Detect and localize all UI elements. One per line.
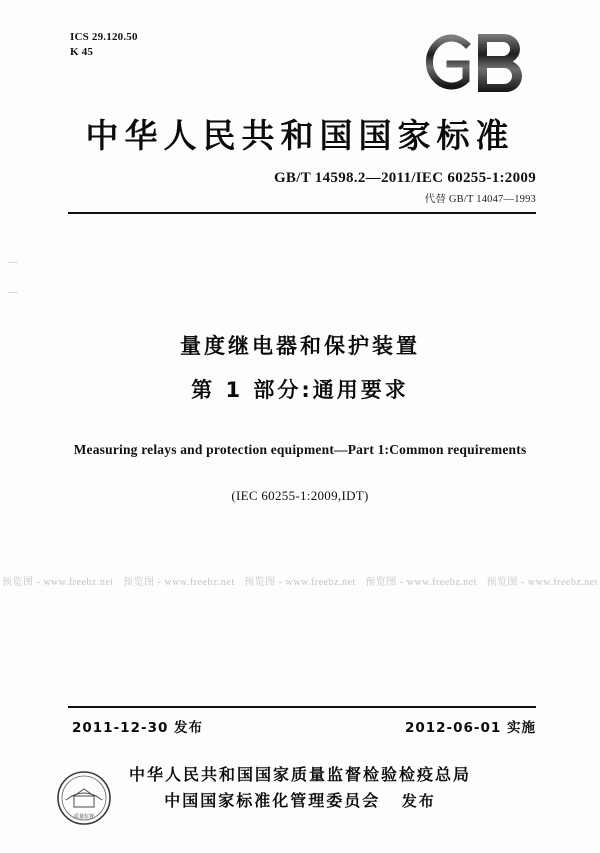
issuer-organization-1: 中华人民共和国国家质量监督检验检疫总局 — [128, 765, 471, 784]
watermark-band — [0, 572, 600, 588]
classification-code: K 45 — [70, 45, 94, 58]
watermark-item: 预览图 - www.freebz.net — [244, 576, 356, 588]
classification-codes — [70, 30, 138, 60]
publish-label: 发布 — [401, 791, 436, 810]
implement-date: 2012-06-01 实施 — [404, 720, 536, 736]
title-chinese-line2: 第 1 部分:通用要求 — [191, 378, 409, 402]
idt-note: (IEC 60255-1:2009,IDT) — [231, 488, 369, 503]
footer-divider — [68, 706, 536, 708]
issue-date: 2011-12-30 发布 — [72, 720, 204, 736]
header-divider — [68, 212, 536, 214]
title-english: Measuring relays and protection equipment—Part 1:Common requirements — [73, 442, 527, 457]
issuer-block — [0, 762, 600, 813]
edge-mark — [8, 292, 18, 293]
watermark-item: 预览图 - www.freebz.net — [123, 576, 235, 588]
title-chinese-line1: 量度继电器和保护装置 — [180, 334, 420, 358]
watermark-item: 预览图 - www.freebz.net — [365, 576, 477, 588]
issuer-organization-2: 中国国家标准化管理委员会 — [164, 790, 381, 810]
ics-code: ICS 29.120.50 — [70, 31, 138, 43]
replaces-note: 代替 GB/T 14047—1993 — [424, 194, 536, 205]
edge-mark — [8, 262, 18, 263]
watermark-item: 预览图 - www.freebz.net — [486, 576, 598, 588]
dates-row — [72, 716, 536, 736]
national-standard-title: 中华人民共和国国家标准 — [85, 116, 515, 155]
gb-logo-icon — [416, 24, 536, 96]
standard-number-block — [274, 170, 536, 206]
watermark-item: 预览图 - www.freebz.net — [2, 576, 114, 588]
svg-text:质量监督: 质量监督 — [73, 814, 95, 820]
standard-number: GB/T 14598.2—2011/IEC 60255-1:2009 — [273, 170, 536, 186]
document-title-block — [0, 330, 600, 504]
